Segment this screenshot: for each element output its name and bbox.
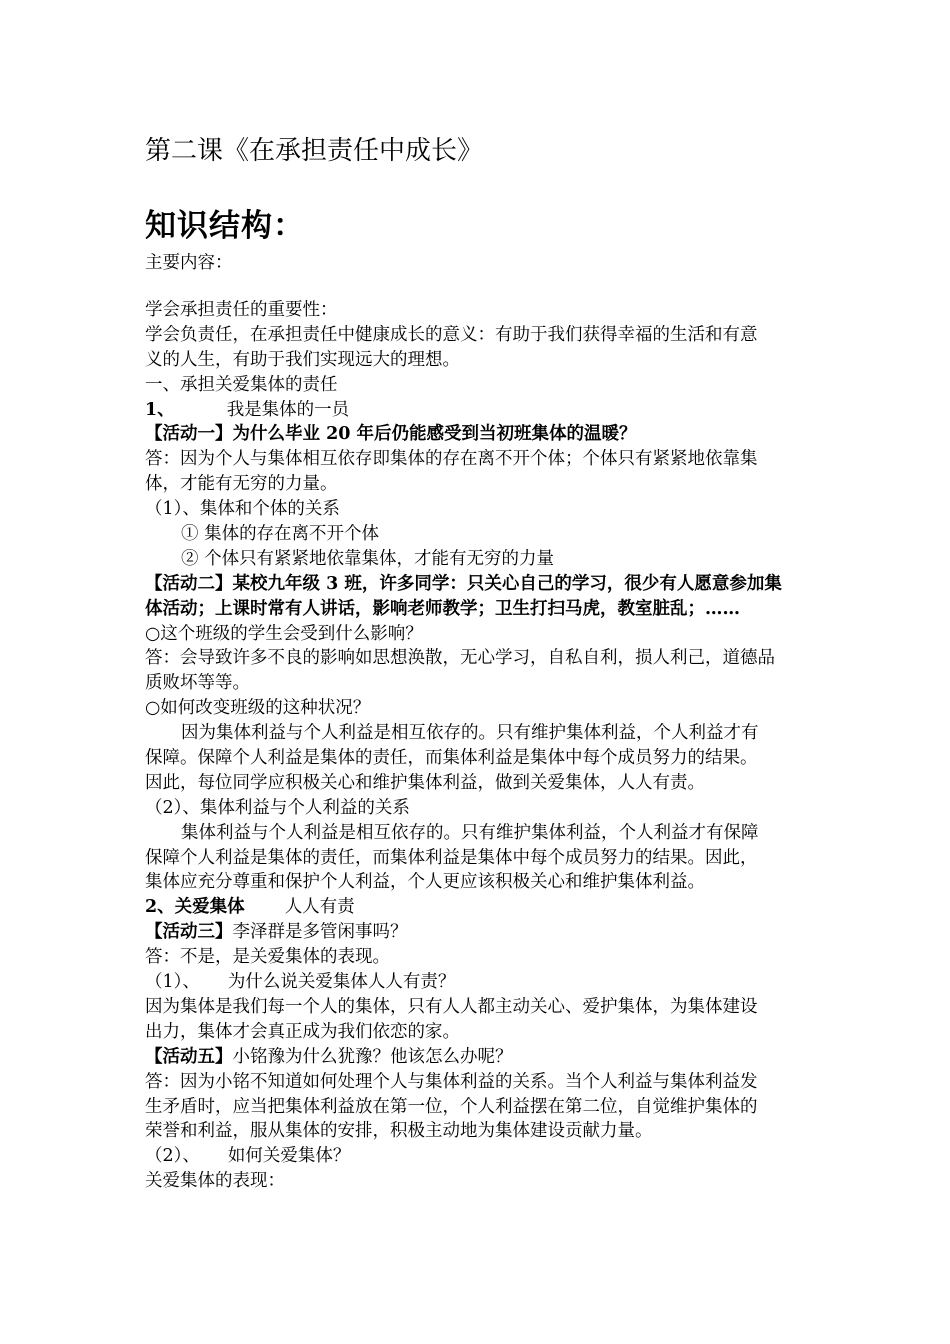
- text-line: ○如何改变班级的这种状况？: [145, 698, 371, 719]
- section-heading: 知识结构：: [145, 208, 305, 244]
- text-line: 答：因为小铭不知道如何处理个人与集体利益的关系。当个人利益与集体利益发: [145, 1071, 758, 1092]
- activity-question: 某校九年级 3 班，许多同学：只关心自己的学习，很少有人愿意参加集: [232, 573, 782, 594]
- item-text: 人人有责: [284, 897, 355, 918]
- numbered-heading: [145, 970, 810, 995]
- list-item: ① 集体的存在离不开个体: [181, 524, 380, 545]
- activity-tag: 【活动三】: [145, 922, 233, 943]
- text-line: 集体利益与个人利益是相互依存的。只有维护集体利益，个人利益才有保障: [181, 822, 759, 843]
- text-line: 荣誉和利益，服从集体的安排，积极主动地为集体建设贡献力量。: [145, 1121, 653, 1142]
- activity-line: [145, 920, 810, 945]
- text-line: 答：不是，是关爱集体的表现。: [145, 947, 390, 968]
- text-line: 出力，集体才会真正成为我们依恋的家。: [145, 1021, 460, 1042]
- list-item: ② 个体只有紧紧地依靠集体，才能有无穷的力量: [181, 548, 555, 569]
- text-line: 质败坏等等。: [145, 673, 250, 694]
- text-line: 因此，每位同学应积极关心和维护集体利益，做到关爱集体，人人有责。: [145, 772, 705, 793]
- activity-question: 小铭豫为什么犹豫？他该怎么办呢？: [232, 1046, 513, 1067]
- text-line: 集体应充分尊重和保护个人利益，个人更应该积极关心和维护集体利益。: [145, 872, 705, 893]
- item-heading: 2、关爱集体: [145, 897, 245, 918]
- text-line: 保障。保障个人利益是集体的责任，而集体利益是集体中每个成员努力的结果。: [145, 748, 758, 769]
- text-line: （2）、集体利益与个人利益的关系: [145, 797, 410, 818]
- text-line: 学会负责任，在承担责任中健康成长的意义：有助于我们获得幸福的生活和有意: [145, 324, 758, 345]
- activity-line: [145, 572, 810, 597]
- text-line: 学会承担责任的重要性：: [145, 300, 338, 320]
- text-line: 保障个人利益是集体的责任，而集体利益是集体中每个成员努力的结果。因此，: [145, 847, 758, 868]
- activity-question: 为什么毕业 20 年后仍能感受到当初班集体的温暖？: [232, 424, 637, 445]
- item-text: 我是集体的一员: [226, 399, 350, 420]
- text-line: 关爱集体的表现：: [145, 1171, 285, 1192]
- numbered-heading: [145, 1144, 810, 1169]
- text-line: 体活动；上课时常有人讲话，影响老师教学；卫生打扫马虎，教室脏乱；……: [145, 598, 740, 619]
- numbered-heading: [145, 398, 810, 423]
- activity-tag: 【活动二】: [145, 573, 233, 594]
- activity-line: [145, 1045, 810, 1070]
- main-content-label: 主要内容：: [145, 253, 233, 273]
- item-number: （2）、: [145, 1146, 200, 1167]
- activity-tag: 【活动五】: [145, 1046, 233, 1067]
- body-text: [145, 298, 810, 1194]
- text-line: 一、承担关爱集体的责任: [145, 374, 338, 395]
- item-number: 1、: [145, 399, 175, 420]
- text-line: 生矛盾时，应当把集体利益放在第一位，个人利益摆在第二位，自觉维护集体的: [145, 1096, 758, 1117]
- text-line: （1）、集体和个体的关系: [145, 499, 340, 520]
- numbered-heading: [145, 895, 810, 920]
- activity-tag: 【活动一】: [145, 424, 233, 445]
- activity-question: 李泽群是多管闲事吗？: [232, 922, 408, 943]
- text-line: 义的人生，有助于我们实现远大的理想。: [145, 349, 460, 370]
- item-text: 为什么说关爱集体人人有责？: [227, 972, 456, 993]
- item-text: 如何关爱集体？: [227, 1146, 351, 1167]
- text-line: 答：因为个人与集体相互依存即集体的存在离不开个体；个体只有紧紧地依靠集: [145, 449, 758, 470]
- text-line: 因为集体是我们每一个人的集体，只有人人都主动关心、爱护集体，为集体建设: [145, 996, 758, 1017]
- text-line: ○这个班级的学生会受到什么影响？: [145, 623, 423, 644]
- text-line: 答：会导致许多不良的影响如思想涣散，无心学习，自私自利，损人利己，道德品: [145, 648, 775, 669]
- item-number: （1）、: [145, 972, 200, 993]
- text-line: 因为集体利益与个人利益是相互依存的。只有维护集体利益，个人利益才有: [181, 723, 759, 744]
- activity-line: [145, 422, 810, 447]
- lesson-title: 第二课《在承担责任中成长》: [145, 136, 484, 166]
- text-line: 体，才能有无穷的力量。: [145, 474, 338, 495]
